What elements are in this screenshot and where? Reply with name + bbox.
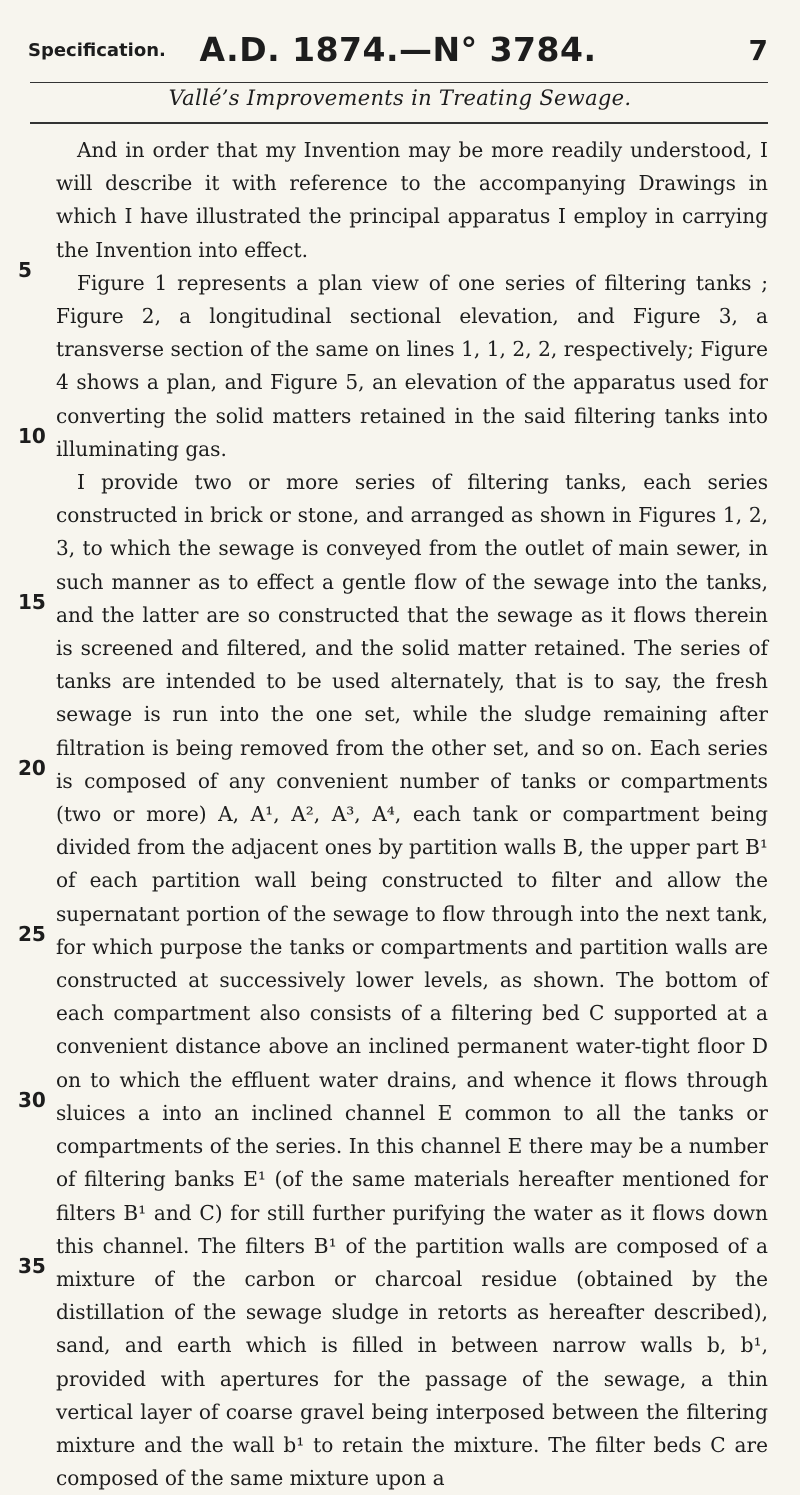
- line-number: 25: [18, 922, 46, 946]
- page-number: 7: [748, 34, 768, 67]
- line-number: 20: [18, 756, 46, 780]
- line-number: 35: [18, 1254, 46, 1278]
- line-number: 30: [18, 1088, 46, 1112]
- line-number: 15: [18, 590, 46, 614]
- page-header: [28, 30, 768, 70]
- paragraph-intro: And in order that my Invention may be more readily understood, I will describe it with reference to the accompanying Drawings in which I have illustrated the principal apparatus I employ in carrying the Invention into effect.: [56, 138, 768, 262]
- line-number: 5: [18, 258, 32, 282]
- specification-body: [56, 134, 768, 1495]
- header-label: Specification.: [28, 40, 166, 61]
- paragraph-figures: Figure 1 represents a plan view of one series of filtering tanks ; Figure 2, a longitudinal sectional elevation, and Figure 3, a transverse section of the same on lines 1, 1, 2, 2, respectively; Figure 4 shows a plan, and Figure 5, an elevation of the apparatus used for converting the solid matters retained in the said filtering tanks into illuminating gas.: [56, 270, 768, 461]
- header-title: A.D. 1874.—N° 3784.: [199, 30, 597, 69]
- line-number: 10: [18, 424, 46, 448]
- header-rule-top: [30, 82, 768, 83]
- header-rule-bottom: [30, 122, 768, 124]
- paragraph-tanks: I provide two or more series of filtering tanks, each series constructed in brick or stone, and arranged as shown in Figures 1, 2, 3, to which the sewage is conveyed from the outlet of main sewer, in such manner as to effect a gentle flow of the sewage into the tanks, and the latter are so constructed that the sewage as it flows therein is screened and filtered, and the solid matter retained. The series of tanks are intended to be used alternately, that is to say, the fresh sewage is run into the one set, while the sludge remaining after filtration is being removed from the other set, and so on. Each series is composed of any convenient number of tanks or compartments (two or more) A, A¹, A², A³, A⁴, each tank or compartment being divided from the adjacent ones by partition walls B, the upper part B¹ of each partition wall being constructed to filter and allow the supernatant portion of the sewage to flow through into the next tank, for which purpose the tanks or compartments and partition walls are constructed at successively lower levels, as shown. The bottom of each compartment also consists of a filtering bed C supported at a convenient distance above an inclined permanent water-tight floor D on to which the effluent water drains, and whence it flows through sluices a into an inclined channel E common to all the tanks or compartments of the series. In this channel E there may be a number of filtering banks E¹ (of the same materials hereafter mentioned for filters B¹ and C) for still further purifying the water as it flows down this channel. The filters B¹ of the partition walls are composed of a mixture of the carbon or charcoal residue (obtained by the distillation of the sewage sludge in retorts as hereafter described), sand, and earth which is filled in between narrow walls b, b¹, provided with apertures for the passage of the sewage, a thin vertical layer of coarse gravel being interposed between the filtering mixture and the wall b¹ to retain the mixture. The filter beds C are composed of the same mixture upon a: [56, 470, 768, 1491]
- running-title: Vallé’s Improvements in Treating Sewage.: [168, 86, 632, 110]
